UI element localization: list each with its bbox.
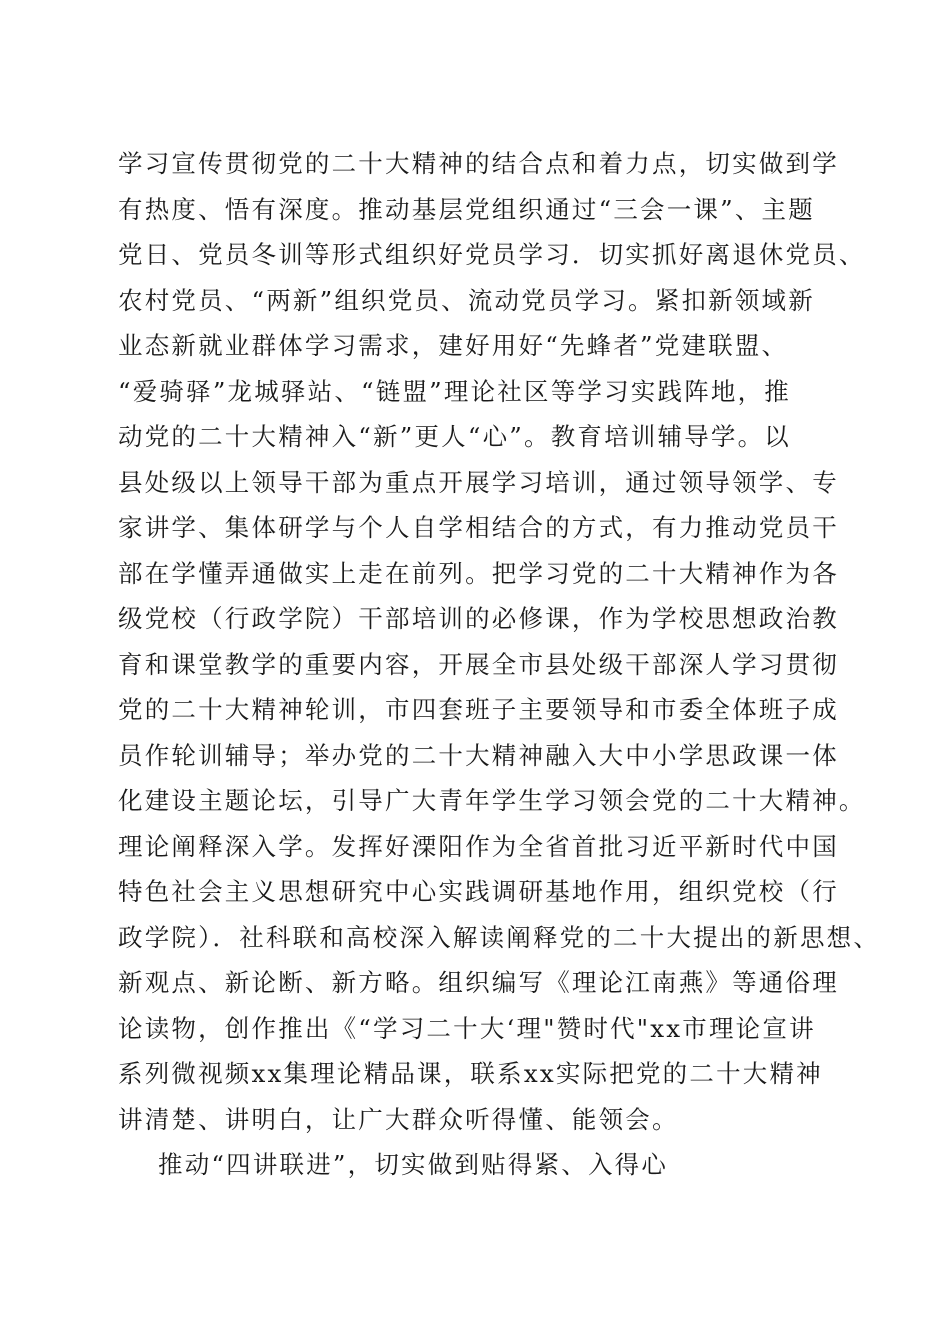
text-line-4: 农村党员、“两新”组织党员、流动党员学习。紧扣新领域新 [118, 285, 815, 315]
text-line-7: 动党的二十大精神入“新”更人“心”。教育培训辅导学。以 [118, 422, 791, 451]
text-line-10: 部在学懂弄通做实上走在前列。把学习党的二十大精神作为各 [118, 558, 839, 588]
text-line-15: 化建设主题论坛，引导广大青年学生学习领会党的二十大精神。 [118, 786, 866, 815]
text-line-20: 论读物，创作推出《“学习二十大‘理"赞时代"xx市理论宣讲 [118, 1013, 816, 1043]
text-line-8: 县处级以上领导干部为重点开展学习培训，通过领导领学、专 [118, 467, 839, 497]
text-line-11: 级党校（行政学院）干部培训的必修课，作为学校思想政治教 [118, 604, 839, 633]
text-line-17: 特色社会主义思想研究中心实践调研基地作用，组织党校（行 [118, 877, 839, 906]
text-line-3: 党日、党员冬训等形式组织好党员学习．切实抓好离退休党员、 [118, 240, 866, 269]
text-line-14: 员作轮训辅导；举办党的二十大精神融入大中小学思政课一体 [118, 740, 839, 770]
text-line-6: “爱骑驿”龙城驿站、“链盟”理论社区等学习实践阵地，推 [118, 376, 791, 406]
text-line-16: 理论阐释深入学。发挥好溧阳作为全省首批习近平新时代中国 [118, 831, 839, 861]
text-line-9: 家讲学、集体研学与个人自学相结合的方式，有力推动党员干 [118, 513, 839, 542]
text-line-13: 党的二十大精神轮训，市四套班子主要领导和市委全体班子成 [118, 695, 839, 724]
text-line-5: 业态新就业群体学习需求，建好用好“先蜂者”党建联盟、 [118, 331, 789, 360]
text-line-12: 育和课堂教学的重要内容，开展全市县处级干部深人学习贯彻 [118, 649, 839, 679]
text-line-22: 讲清楚、讲明白，让广大群众听得懂、能领会。 [118, 1104, 679, 1134]
text-line-2: 有热度、悟有深度。推动基层党组织通过“三会一课”、主题 [118, 194, 815, 224]
text-line-18: 政学院）．社科联和高校深入解读阐释党的二十大提出的新思想、 [118, 922, 881, 952]
text-line-1: 学习宣传贯彻党的二十大精神的结合点和着力点，切实做到学 [118, 149, 839, 178]
text-line-19: 新观点、新论断、新方略。组织编写《理论江南燕》等通俗理 [118, 968, 839, 997]
section-heading: 推动“四讲联进”，切实做到贴得紧、入得心 [158, 1150, 669, 1179]
text-line-21: 系列微视频xx集理论精品课，联系xx实际把党的二十大精神 [118, 1059, 823, 1088]
body-text [118, 141, 881, 1188]
